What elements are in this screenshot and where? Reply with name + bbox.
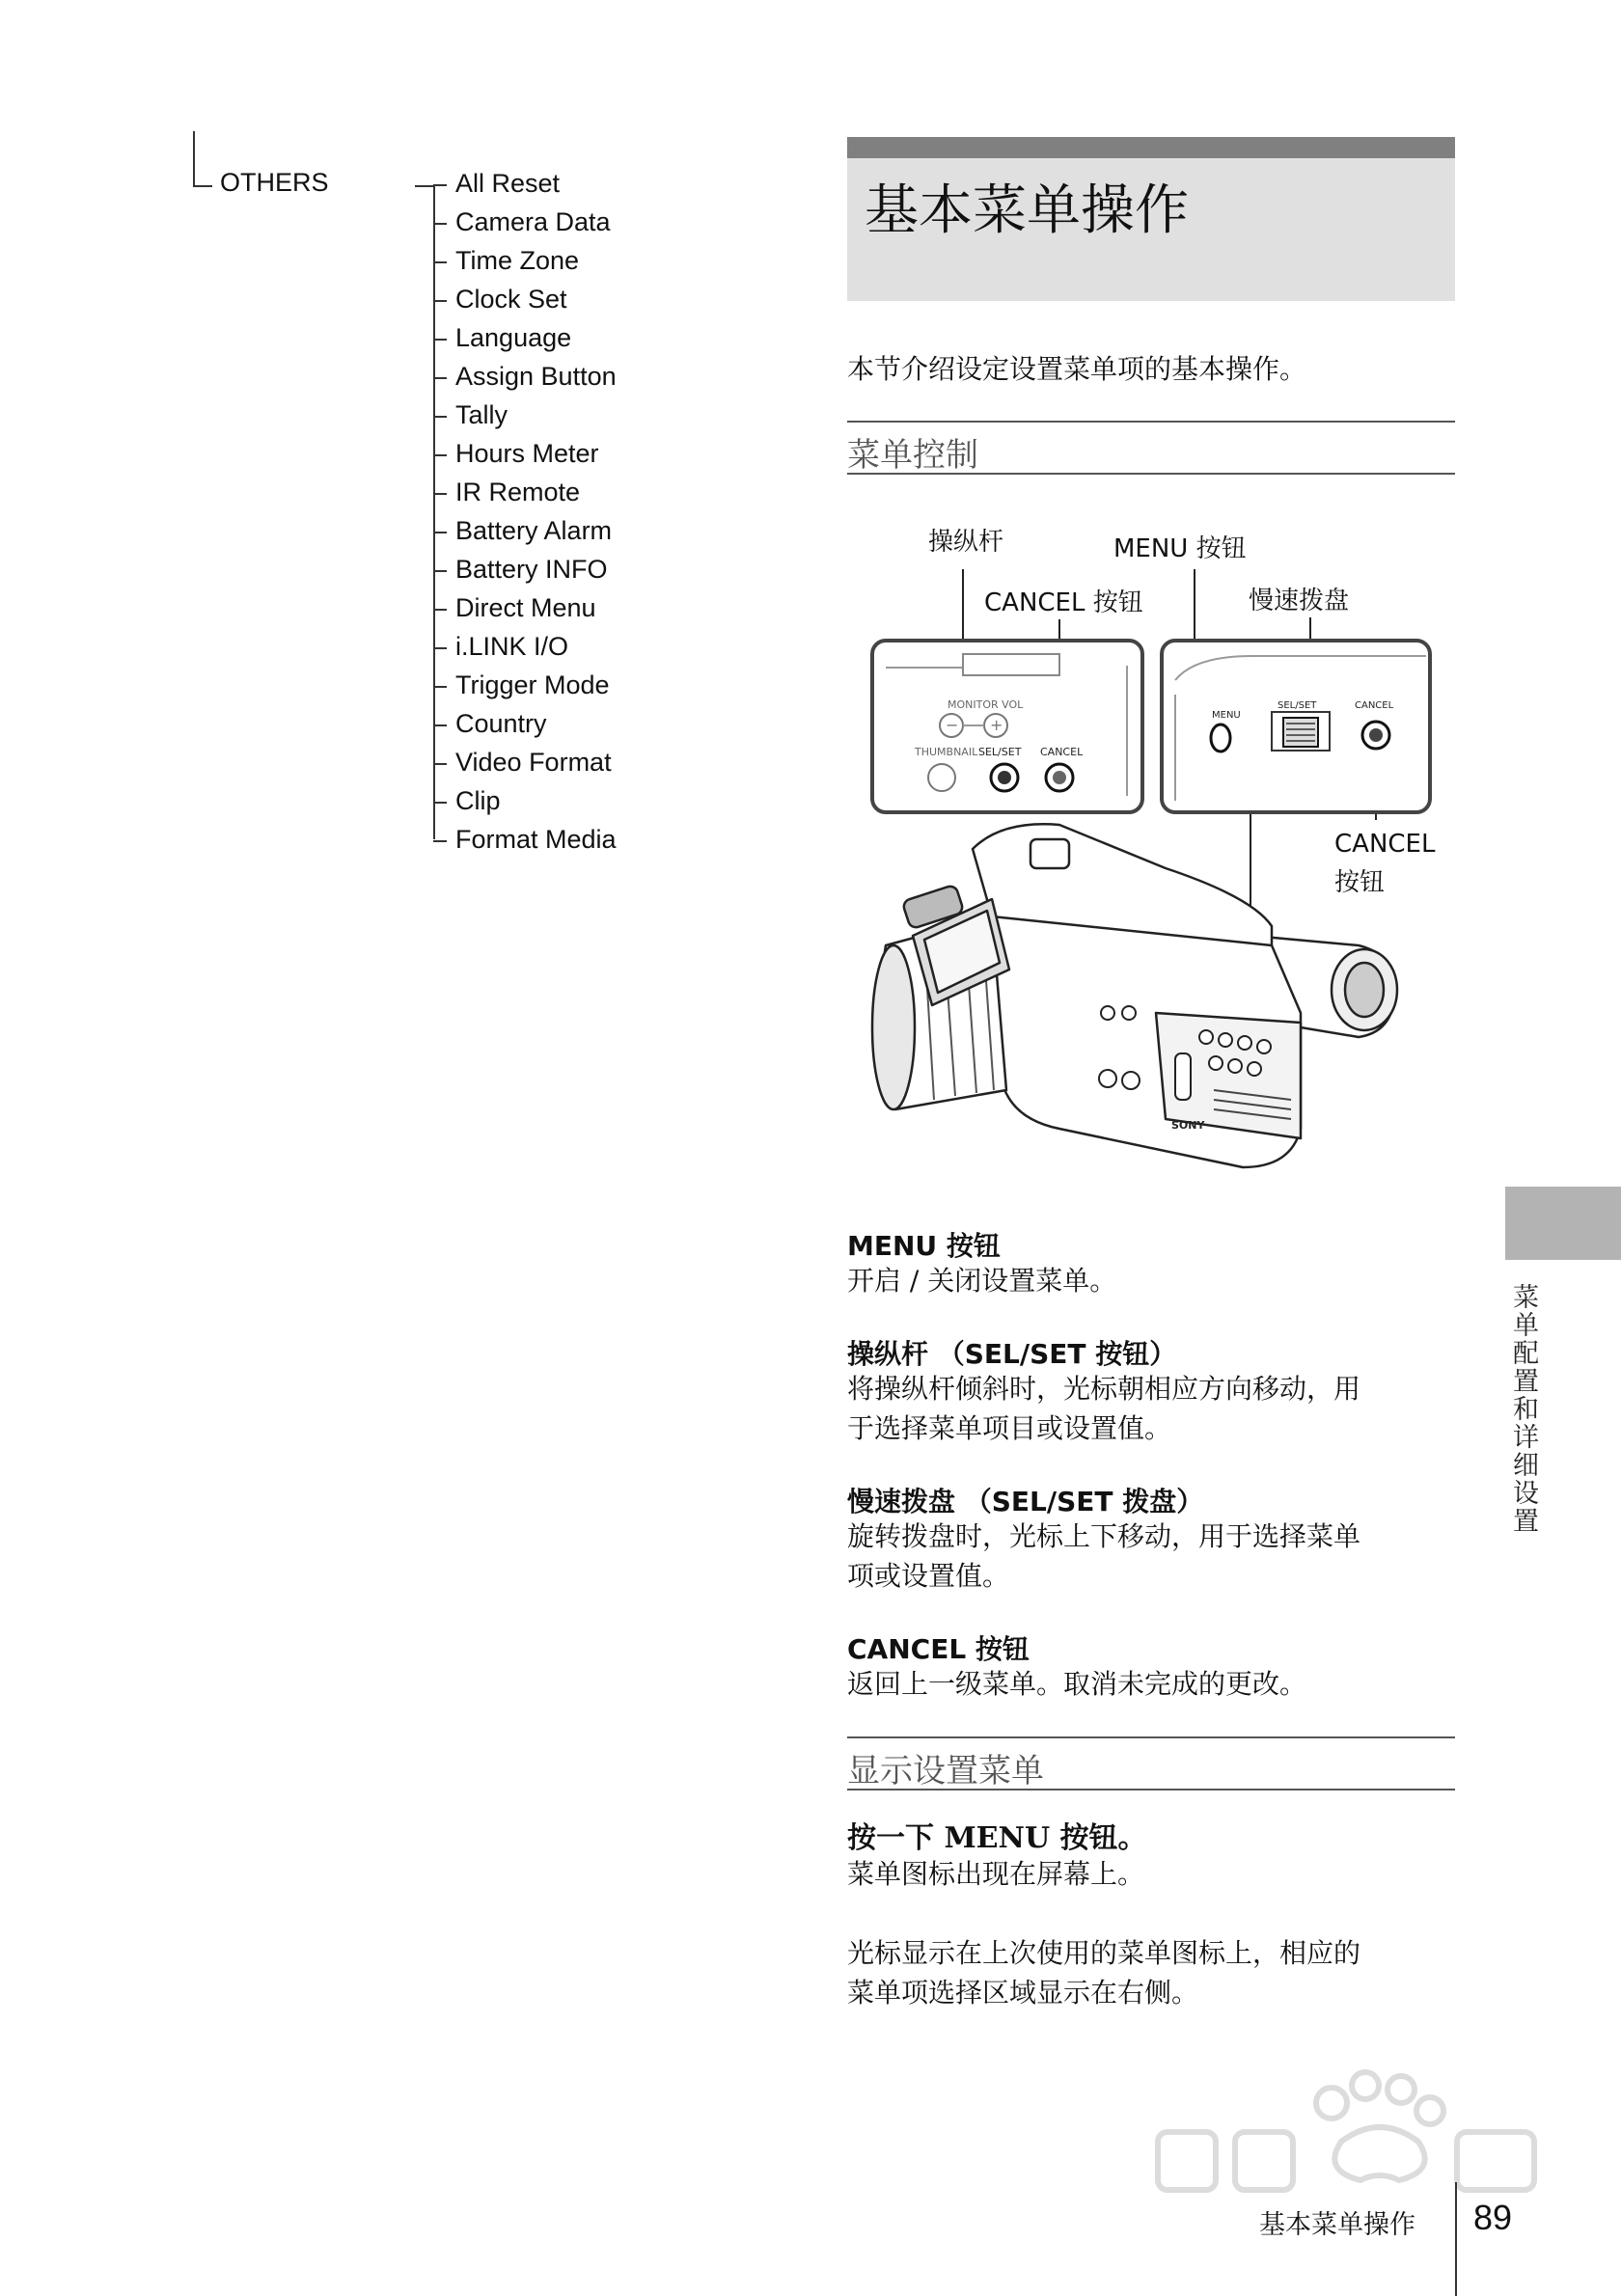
- tree-item: Country: [433, 704, 617, 743]
- tree-item: Assign Button: [433, 357, 617, 396]
- label-cancel-button-2b: 按钮: [1334, 868, 1386, 897]
- tree-connector: [415, 185, 434, 187]
- tree-item: Camera Data: [433, 203, 617, 241]
- label-jog-dial: 慢速拨盘: [1249, 587, 1350, 615]
- tree-item: Tally: [433, 396, 617, 434]
- section-heading-text: 菜单控制: [847, 436, 978, 475]
- tree-item: Language: [433, 318, 617, 357]
- menu-tree-list: [433, 164, 617, 859]
- label-cancel-button-2a: CANCEL: [1334, 830, 1436, 859]
- tree-item: IR Remote: [433, 473, 617, 511]
- label-joystick: 操纵杆: [928, 528, 1004, 557]
- item-head-jogdial: 慢速拨盘 （SEL/SET 拨盘）: [847, 1486, 1204, 1517]
- tree-item: Format Media: [433, 820, 617, 859]
- label-cancel-button: CANCEL 按钮: [984, 588, 1143, 617]
- tree-item: Direct Menu: [433, 588, 617, 627]
- tree-root-branch: [193, 185, 212, 187]
- footer-chapter-title: 基本菜单操作: [1259, 2210, 1415, 2240]
- tree-item: Clip: [433, 781, 617, 820]
- step-text-1: 菜单图标出现在屏幕上。: [847, 1858, 1145, 1890]
- step-text-2a: 光标显示在上次使用的菜单图标上，相应的: [847, 1937, 1361, 1969]
- title-bar: [847, 137, 1455, 158]
- panel-menu-text: MENU: [1212, 710, 1241, 721]
- tree-root-label: OTHERS: [220, 168, 329, 197]
- side-tab-marker: [1505, 1187, 1621, 1260]
- tree-item: All Reset: [433, 164, 617, 203]
- tree-item: Hours Meter: [433, 434, 617, 473]
- panel-selset-text: SEL/SET: [978, 746, 1022, 758]
- tree-item: Battery Alarm: [433, 511, 617, 550]
- camera-brand-text: SONY: [1171, 1119, 1205, 1132]
- footer-divider: [1455, 2182, 1457, 2296]
- item-body-joystick-2: 于选择菜单项目或设置值。: [847, 1412, 1172, 1444]
- item-body-jogdial-2: 项或设置值。: [847, 1560, 1010, 1592]
- section-heading-text: 显示设置菜单: [847, 1752, 1044, 1790]
- item-head-menu: MENU 按钮: [847, 1230, 1001, 1262]
- panel-selset2-text: SEL/SET: [1278, 700, 1317, 711]
- item-body-menu-1: 开启 / 关闭设置菜单。: [847, 1265, 1117, 1297]
- section-heading-menu-control: [847, 421, 1455, 475]
- panel-plus-text: +: [990, 716, 1003, 734]
- camera-figure: [847, 511, 1455, 1187]
- tree-item: i.LINK I/O: [433, 627, 617, 666]
- item-body-joystick-1: 将操纵杆倾斜时，光标朝相应方向移动，用: [847, 1373, 1361, 1405]
- section-heading-show-menu: [847, 1736, 1455, 1790]
- panel-minus-text: −: [946, 716, 959, 734]
- panel-cancel3-text: CANCEL: [1355, 700, 1394, 711]
- intro-text: 本节介绍设定设置菜单项的基本操作。: [847, 353, 1307, 385]
- tree-item: Trigger Mode: [433, 666, 617, 704]
- panel-thumbnail-text: THUMBNAIL: [915, 746, 978, 758]
- tree-item: Battery INFO: [433, 550, 617, 588]
- camera-drawing: [847, 511, 1455, 1187]
- page-title: 基本菜单操作: [865, 179, 1189, 242]
- item-body-cancel-1: 返回上一级菜单。取消未完成的更改。: [847, 1668, 1307, 1700]
- tree-item: Video Format: [433, 743, 617, 781]
- tree-item: Clock Set: [433, 280, 617, 318]
- tree-item: Time Zone: [433, 241, 617, 280]
- item-head-cancel: CANCEL 按钮: [847, 1633, 1030, 1665]
- step-head: 按一下 MENU 按钮。: [847, 1821, 1147, 1855]
- item-head-joystick: 操纵杆 （SEL/SET 按钮）: [847, 1338, 1177, 1370]
- label-menu-button: MENU 按钮: [1113, 534, 1247, 563]
- tree-root-line: [193, 131, 195, 187]
- page-number: 89: [1473, 2198, 1513, 2237]
- panel-cancel-text: CANCEL: [1040, 746, 1084, 758]
- item-body-jogdial-1: 旋转拨盘时，光标上下移动，用于选择菜单: [847, 1520, 1361, 1552]
- side-tab-label: 菜单配置和详细设置: [1508, 1283, 1538, 1535]
- watermark-logo: [1148, 2064, 1553, 2219]
- step-text-2b: 菜单项选择区域显示在右侧。: [847, 1977, 1199, 2009]
- title-box: [847, 158, 1455, 301]
- panel-monitor-vol-text: MONITOR VOL: [948, 698, 1024, 711]
